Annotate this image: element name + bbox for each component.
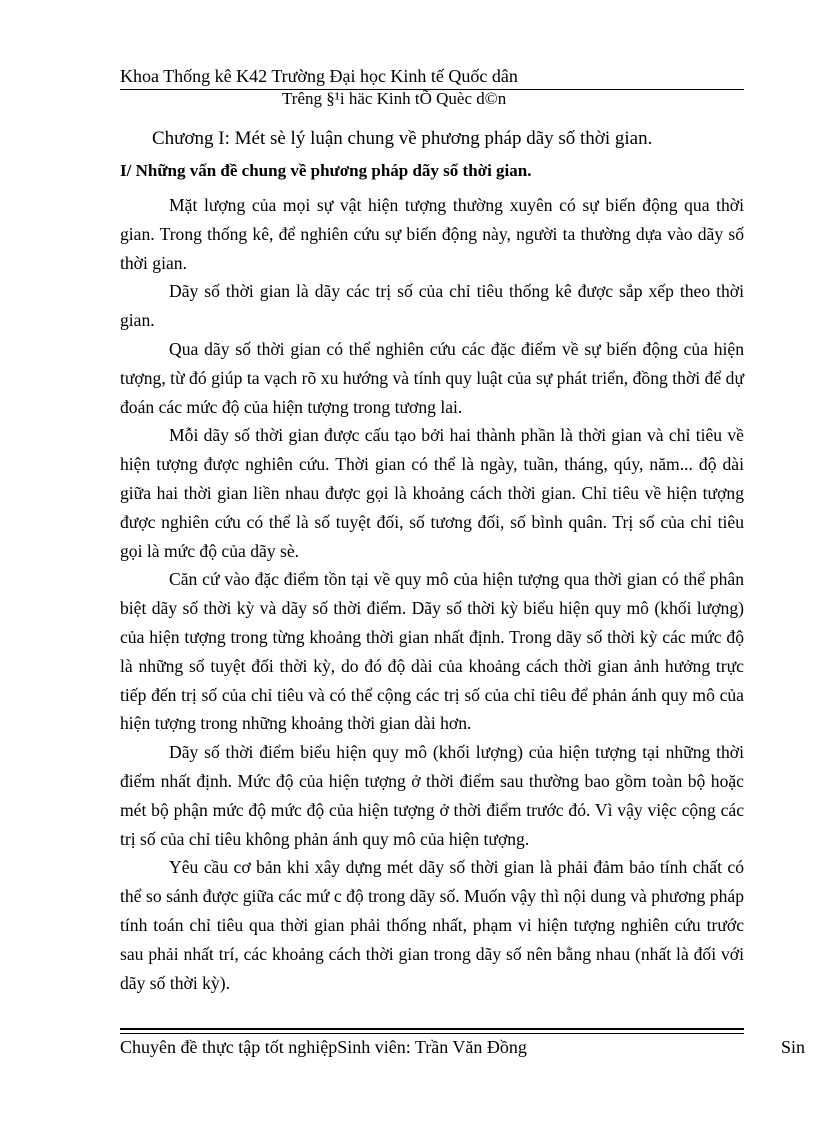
paragraph: Yêu cầu cơ bản khi xây dựng mét dãy số thời gian là phải đảm bảo tính chất có thể so sánh được giữa các mứ c độ trong dãy số. Muốn vậy thì nội dung và phương pháp tính toán chỉ tiêu qua thời gian phải thống nhất, phạm vi hiện tượng nghiên cứu trước sau phải nhất trí, các khoảng cách thời gian trong dãy số nên bằng nhau (nhất là đối với dãy số thời kỳ). <box>120 857 744 993</box>
paragraph: Dãy số thời điểm biểu hiện quy mô (khối lượng) của hiện tượng tại những thời điểm nhất định. Mức độ của hiện tượng ở thời điểm sau thường bao gồm toàn bộ hoặc mét bộ phận mức độ mức độ của hiện tượng ở thời điểm trước đó. Vì vậy việc cộng các trị số của chỉ tiêu không phản ánh quy mô của hiện tượng. <box>120 742 744 849</box>
footer-overflow-text: Sin <box>781 1037 806 1057</box>
header-garbled-university: Trêng §¹i häc Kinh tÕ Quèc d©n <box>282 89 507 108</box>
paragraph: Mặt lượng của mọi sự vật hiện tượng thường xuyên có sự biến động qua thời gian. Trong thống kê, để nghiên cứu sự biến động này, người ta thường dựa vào dãy số thời gian. <box>120 195 744 273</box>
chapter-title: Chương I: Mét sè lý luận chung về phương pháp dãy số thời gian. <box>152 128 653 149</box>
footer-thesis-student: Chuyên đề thực tập tốt nghiệpSinh viên: Trần Văn Đồng <box>120 1037 527 1057</box>
footer-rule-thin <box>120 1033 744 1034</box>
paragraph: Dãy số thời gian là dãy các trị số của chỉ tiêu thống kê được sắp xếp theo thời gian. <box>120 281 744 331</box>
section-heading: I/ Những vấn đề chung về phương pháp dãy số thời gian. <box>120 161 532 180</box>
body-text <box>120 191 744 997</box>
footer-rule-thick <box>120 1028 744 1030</box>
paragraph: Mỗi dãy số thời gian được cấu tạo bởi hai thành phần là thời gian và chỉ tiêu về hiện tượng được nghiên cứu. Thời gian có thể là ngày, tuần, tháng, qúy, năm... độ dài giữa hai thời gian liền nhau được gọi là khoảng cách thời gian. Chỉ tiêu về hiện tượng được nghiên cứu có thể là số tuyệt đối, số tương đối, số bình quân. Trị số của chỉ tiêu gọi là mức độ của dãy sè. <box>120 425 744 561</box>
paragraph: Căn cứ vào đặc điểm tồn tại về quy mô của hiện tượng qua thời gian có thể phân biệt dãy số thời kỳ và dãy số thời điểm. Dãy số thời kỳ biểu hiện quy mô (khối lượng) của hiện tượng trong từng khoảng thời gian nhất định. Trong dãy số thời kỳ các mức độ là những số tuyệt đối thời kỳ, do đó độ dài của khoảng cách thời gian ảnh hưởng trực tiếp đến trị số của chỉ tiêu và có thể cộng các trị số của chỉ tiêu để phản ánh quy mô của hiện tượng trong những khoảng thời gian dài hơn. <box>120 569 744 734</box>
header-faculty-university: Khoa Thống kê K42 Trường Đại học Kinh tế Quốc dân <box>120 66 518 86</box>
paragraph: Qua dãy số thời gian có thể nghiên cứu các đặc điểm về sự biến động của hiện tượng, từ đó giúp ta vạch rõ xu hướng và tính quy luật của sự phát triển, đồng thời để dự đoán các mức độ của hiện tượng trong tương lai. <box>120 338 744 417</box>
